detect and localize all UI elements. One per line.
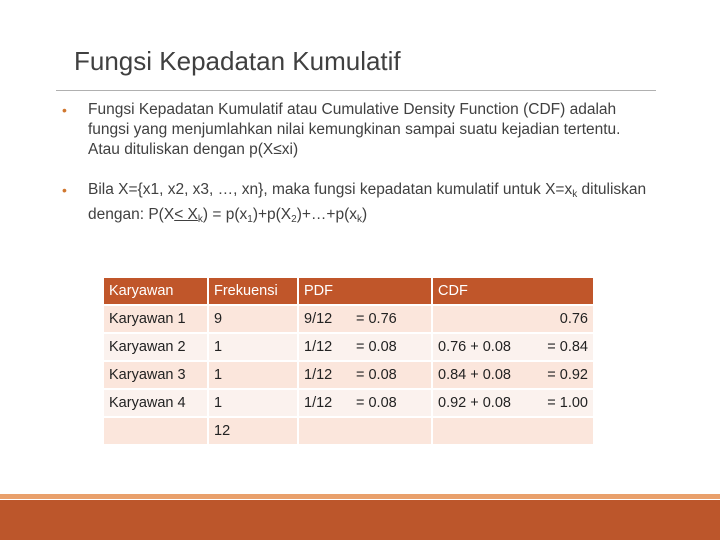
cell-empty bbox=[433, 418, 593, 444]
cell-pdf bbox=[299, 334, 431, 360]
cdf-value: = 1.00 bbox=[547, 395, 588, 411]
header-frekuensi: Frekuensi bbox=[209, 278, 297, 304]
cell-freq: 1 bbox=[209, 362, 297, 388]
cell-total: 12 bbox=[209, 418, 297, 444]
bullet-2-part: dituliskan dengan: P(X bbox=[88, 181, 647, 223]
cell-freq: 1 bbox=[209, 390, 297, 416]
subscript: 2 bbox=[291, 214, 297, 225]
cell-freq: 9 bbox=[209, 306, 297, 332]
cell-cdf bbox=[433, 334, 593, 360]
cell-name: Karyawan 4 bbox=[104, 390, 207, 416]
header-cdf: CDF bbox=[433, 278, 593, 304]
table-row bbox=[104, 306, 593, 332]
table-row bbox=[104, 334, 593, 360]
subscript: k bbox=[357, 214, 363, 225]
cell-empty bbox=[299, 418, 431, 444]
bullet-dot-icon: • bbox=[62, 102, 67, 118]
footer-accent-line bbox=[0, 494, 720, 499]
table-header-row bbox=[104, 278, 593, 304]
title-divider bbox=[56, 90, 656, 91]
bullet-2-part: ) = p(x bbox=[202, 206, 248, 223]
header-pdf: PDF bbox=[299, 278, 431, 304]
footer-bar bbox=[0, 500, 720, 540]
cell-pdf bbox=[299, 306, 431, 332]
header-karyawan: Karyawan bbox=[104, 278, 207, 304]
pdf-fraction: 1/12 bbox=[304, 339, 333, 355]
bullet-dot-icon: • bbox=[62, 182, 67, 198]
pdf-fraction: 1/12 bbox=[304, 367, 333, 383]
pdf-value: = 0.08 bbox=[356, 339, 397, 355]
cdf-value: = 0.92 bbox=[547, 367, 588, 383]
bullet-2-part: )+…+p(x bbox=[296, 206, 358, 223]
cdf-expression: 0.84 + 0.08 bbox=[438, 367, 511, 383]
subscript: 1 bbox=[247, 214, 253, 225]
cdf-table bbox=[102, 276, 595, 446]
cell-cdf bbox=[433, 306, 593, 332]
cdf-value: = 0.84 bbox=[547, 339, 588, 355]
cell-empty bbox=[104, 418, 207, 444]
table-total-row bbox=[104, 418, 593, 444]
subscript: k bbox=[197, 214, 203, 225]
pdf-value: = 0.76 bbox=[356, 311, 397, 327]
bullet-1-text: Fungsi Kepadatan Kumulatif atau Cumulative Density Function (CDF) adalah fungsi yang menjumlahkan nilai kemungkinan sampai suatu kejadian tertentu. Atau dituliskan dengan p(X≤xi) bbox=[88, 101, 621, 158]
pdf-fraction: 9/12 bbox=[304, 311, 333, 327]
cdf-expression: 0.76 + 0.08 bbox=[438, 339, 511, 355]
cell-cdf bbox=[433, 390, 593, 416]
less-equal-symbol: < X bbox=[174, 206, 198, 223]
cell-freq: 1 bbox=[209, 334, 297, 360]
cell-name: Karyawan 2 bbox=[104, 334, 207, 360]
slide-title: Fungsi Kepadatan Kumulatif bbox=[74, 46, 401, 76]
subscript: k bbox=[572, 189, 578, 200]
bullet-2-part: Bila X={x1, x2, x3, …, xn}, maka fungsi kepadatan kumulatif untuk X=x bbox=[88, 181, 573, 198]
cdf-value: 0.76 bbox=[559, 311, 588, 327]
cell-pdf bbox=[299, 362, 431, 388]
cell-pdf bbox=[299, 390, 431, 416]
pdf-value: = 0.08 bbox=[356, 395, 397, 411]
cell-name: Karyawan 3 bbox=[104, 362, 207, 388]
bullet-2 bbox=[62, 180, 652, 230]
pdf-fraction: 1/12 bbox=[304, 395, 333, 411]
cell-cdf bbox=[433, 362, 593, 388]
pdf-value: = 0.08 bbox=[356, 367, 397, 383]
bullet-2-part: ) bbox=[362, 206, 368, 223]
table-row bbox=[104, 390, 593, 416]
bullet-2-text bbox=[62, 180, 652, 230]
bullet-2-part: )+p(X bbox=[252, 206, 292, 223]
table-row bbox=[104, 362, 593, 388]
cell-name: Karyawan 1 bbox=[104, 306, 207, 332]
cdf-expression: 0.92 + 0.08 bbox=[438, 395, 511, 411]
bullet-1 bbox=[62, 100, 652, 160]
